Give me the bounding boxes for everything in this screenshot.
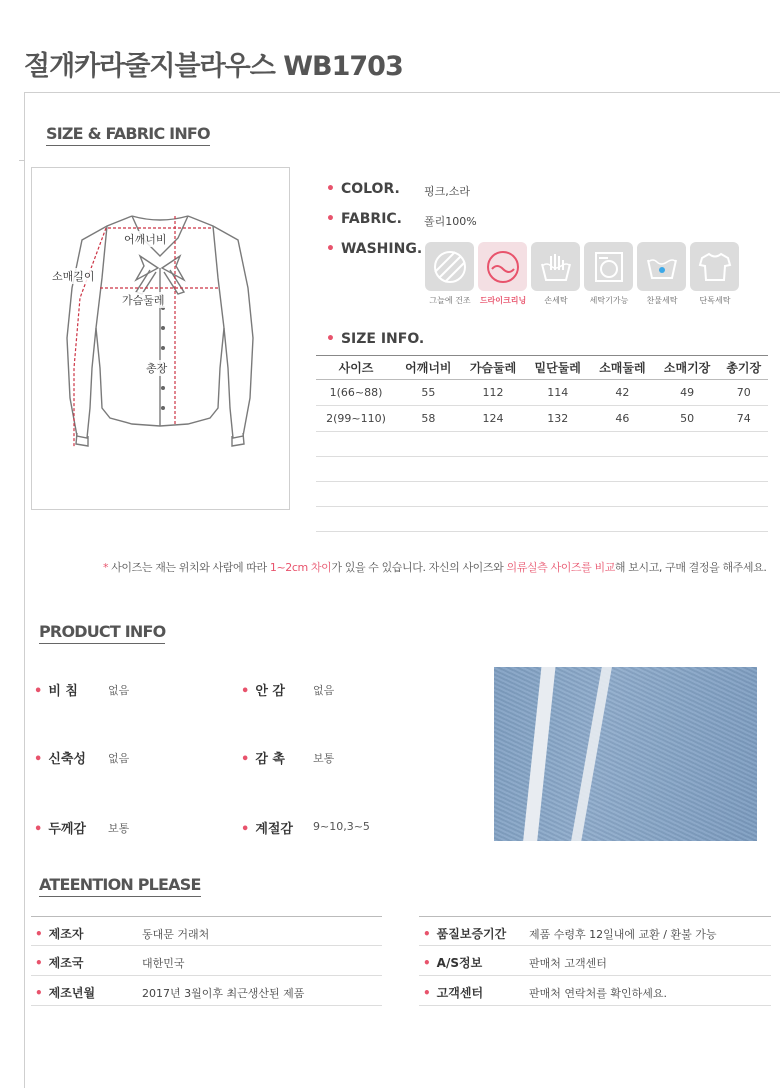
total-length-label: 총장: [146, 362, 168, 375]
table-cell: 50: [655, 406, 720, 432]
as-info-value: 판매처 고객센터: [529, 957, 607, 970]
color-label: COLOR.: [340, 181, 400, 197]
see-through-value: 없음: [108, 684, 130, 697]
bullet-dot: •: [35, 927, 43, 941]
table-cell: 74: [719, 406, 768, 432]
col-header: 어깨너비: [396, 356, 461, 380]
bullet-dot: •: [423, 986, 431, 1000]
table-cell: 70: [719, 380, 768, 406]
wash-item-washing-machine: [584, 242, 634, 306]
lining-value: 없음: [313, 684, 335, 697]
manufacture-date-label: • 제조년월: [35, 986, 96, 1000]
size-table-header: [316, 356, 768, 380]
wash-label: 그늘에 건조: [429, 296, 471, 305]
bullet-dot: •: [35, 956, 43, 970]
wash-item-hand-wash: [531, 242, 581, 306]
col-header: 밑단둘레: [525, 356, 590, 380]
bullet-dot: •: [423, 927, 431, 941]
bullet-dot: •: [326, 331, 335, 347]
maker-row: [31, 916, 382, 946]
manufacture-date-row: [31, 976, 382, 1006]
col-header: 가슴둘레: [461, 356, 526, 380]
fabric-label: FABRIC.: [340, 211, 402, 227]
wash-label: 드라이크리닝: [479, 296, 527, 305]
stretch-label: • 신축성: [34, 752, 86, 767]
thickness-value: 보통: [108, 822, 130, 835]
attention-heading: ATEENTION PLEASE: [39, 875, 201, 894]
bullet-dot: •: [34, 822, 43, 837]
chest-label: 가슴둘레: [122, 294, 165, 307]
product-info-heading: PRODUCT INFO: [39, 622, 166, 641]
hand-wash-icon: [531, 242, 580, 291]
color-row: [326, 181, 400, 197]
size-table: [316, 355, 768, 532]
size-info-label: SIZE INFO.: [340, 331, 425, 347]
table-cell: 49: [655, 380, 720, 406]
wash-label: 세탁기가능: [589, 296, 629, 305]
warranty-row: [419, 916, 771, 946]
lining-label: • 안 감: [241, 684, 285, 699]
table-cell: 112: [461, 380, 526, 406]
table-row: [316, 380, 768, 406]
wash-item-dry-clean: [478, 242, 528, 306]
sleeve-length-label: 소매길이: [52, 270, 95, 283]
note-highlight: 1~2cm 차이: [269, 561, 332, 574]
table-cell: 46: [590, 406, 655, 432]
table-cell: 58: [396, 406, 461, 432]
bullet-dot: •: [241, 684, 250, 699]
fabric-value: 폴리100%: [424, 215, 477, 228]
shoulder-width-label: 어깨너비: [124, 233, 167, 246]
table-cell: 114: [525, 380, 590, 406]
bullet-dot: •: [423, 956, 431, 970]
fabric-stripe: [567, 667, 615, 841]
stretch-value: 없음: [108, 752, 130, 765]
col-header: 총기장: [719, 356, 768, 380]
wash-item-shade-dry: [425, 242, 475, 306]
frame-tick: [19, 160, 25, 161]
size-note: [103, 559, 766, 575]
table-row: [316, 406, 768, 432]
table-cell: 55: [396, 380, 461, 406]
note-text: 사이즈는 재는 위치와 사람에 따라: [108, 561, 270, 574]
as-info-row: [419, 946, 771, 976]
empty-row: [316, 457, 768, 482]
texture-value: 보통: [313, 752, 335, 765]
col-header: 사이즈: [316, 356, 396, 380]
note-highlight: 의류실측 사이즈를 비교: [506, 561, 615, 574]
wash-label: 손세탁: [544, 296, 568, 305]
wash-label: 찬물세탁: [646, 296, 678, 305]
size-info-row: [326, 331, 424, 347]
customer-center-row: [419, 976, 771, 1006]
country-label: • 제조국: [35, 956, 84, 970]
blouse-illustration: [31, 167, 290, 510]
texture-label: • 감 촉: [241, 752, 285, 767]
note-text: 가 있을 수 있습니다. 자신의 사이즈와: [331, 561, 507, 574]
washing-machine-icon: [584, 242, 633, 291]
wash-label: 단독세탁: [699, 296, 731, 305]
dry-clean-icon: [478, 242, 527, 291]
wash-item-cold-wash: [637, 242, 687, 306]
col-header: 소매둘레: [590, 356, 655, 380]
warranty-value: 제품 수령후 12일내에 교환 / 환불 가능: [529, 928, 717, 941]
season-value: 9~10,3~5: [313, 820, 370, 833]
shade-dry-icon: [425, 242, 474, 291]
maker-label: • 제조자: [35, 927, 84, 941]
thickness-label: • 두께감: [34, 822, 86, 837]
washing-label: WASHING.: [340, 241, 423, 257]
maker-value: 동대문 거래처: [142, 928, 210, 941]
size-fabric-heading: SIZE & FABRIC INFO: [46, 124, 210, 143]
bullet-dot: •: [241, 752, 250, 767]
empty-row: [316, 507, 768, 532]
bullet-dot: •: [241, 822, 250, 837]
bullet-dot: •: [326, 211, 335, 227]
note-star: *: [103, 561, 109, 574]
col-header: 소매기장: [655, 356, 720, 380]
cold-wash-icon: [637, 242, 686, 291]
fabric-closeup-image: [494, 667, 757, 841]
bullet-dot: •: [326, 241, 335, 257]
country-row: [31, 946, 382, 976]
table-cell: 132: [525, 406, 590, 432]
fabric-row: [326, 211, 402, 227]
fabric-stripe: [521, 667, 558, 841]
bullet-dot: •: [34, 752, 43, 767]
customer-center-value: 판매처 연락처를 확인하세요.: [529, 987, 668, 1000]
color-value: 핑크,소라: [424, 185, 471, 198]
note-text: 해 보시고, 구매 결정을 해주세요.: [614, 561, 767, 574]
table-cell: 1(66~88): [316, 380, 396, 406]
table-cell: 2(99~110): [316, 406, 396, 432]
warranty-label: • 품질보증기간: [423, 927, 507, 941]
customer-center-label: • 고객센터: [423, 986, 484, 1000]
manufacture-date-value: 2017년 3월이후 최근생산된 제품: [142, 987, 305, 1000]
wash-item-separate-wash: [690, 242, 740, 306]
empty-row: [316, 432, 768, 457]
country-value: 대한민국: [142, 957, 185, 970]
empty-row: [316, 482, 768, 507]
washing-row: [326, 241, 422, 257]
as-info-label: • A/S정보: [423, 956, 483, 970]
bullet-dot: •: [34, 684, 43, 699]
see-through-label: • 비 침: [34, 684, 78, 699]
table-cell: 42: [590, 380, 655, 406]
season-label: • 계절감: [241, 822, 293, 837]
product-title: 절개카라줄지블라우스 WB1703: [24, 51, 403, 82]
separate-wash-icon: [690, 242, 739, 291]
bullet-dot: •: [35, 986, 43, 1000]
bullet-dot: •: [326, 181, 335, 197]
blouse-drawing: [32, 168, 289, 509]
table-cell: 124: [461, 406, 526, 432]
